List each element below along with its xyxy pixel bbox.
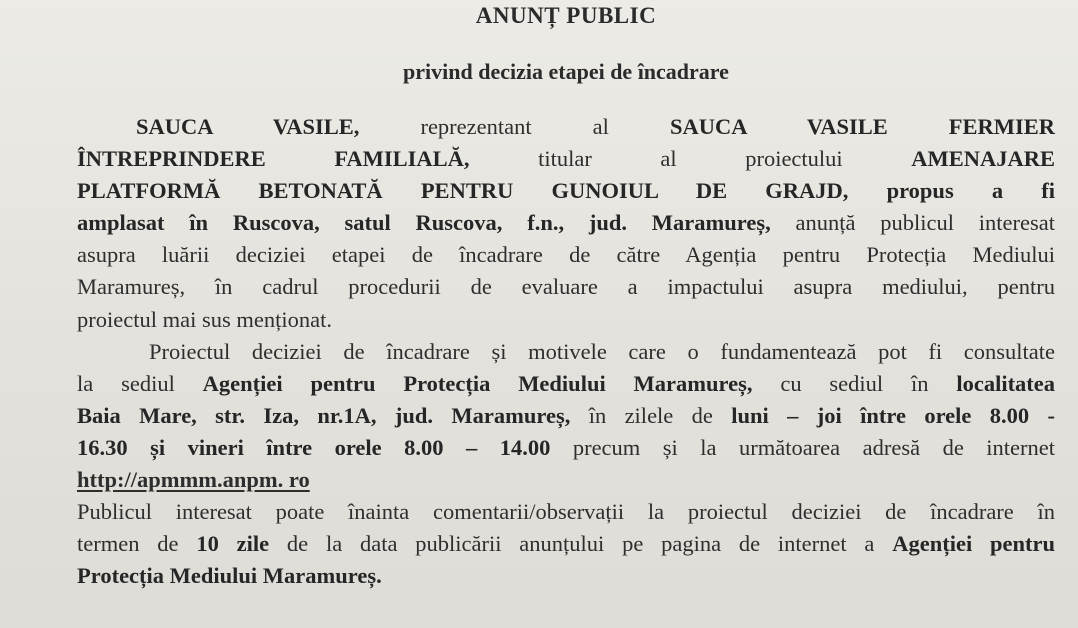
text-fragment: de la data publicării anunțului pe pagina de internet a <box>286 531 875 557</box>
schedule-part1: luni – joi între orele 8.00 - <box>731 402 1056 428</box>
locality-label: localitatea <box>956 370 1056 396</box>
paragraph-1-line-3 <box>77 175 1055 207</box>
agency-name-part2: Protecția Mediului Maramureș. <box>77 563 382 589</box>
paragraph-2-line-4 <box>77 432 1055 464</box>
paragraph-2-line-3 <box>77 400 1055 432</box>
text-fragment: precum și la următoarea adresă de internet <box>572 434 1056 460</box>
project-name-part2: PLATFORMĂ BETONATĂ PENTRU GUNOIUL DE GRAJD, propus a fi <box>77 178 1055 204</box>
company-name-part1: SAUCA VASILE FERMIER <box>669 114 1056 139</box>
paragraph-1-line-4 <box>77 207 1055 239</box>
paragraph-1-line-1 <box>77 111 1055 143</box>
document-body <box>77 111 1055 592</box>
paragraph-1-line-5: asupra luării deciziei etapei de încadrare de către Agenția pentru Protecția Mediului <box>77 242 1055 268</box>
text-fragment: cu sediul în <box>780 370 929 396</box>
paragraph-3-line-1: Publicul interesat poate înainta comentarii/observații la proiectul deciziei de încadrare în <box>77 499 1055 525</box>
document-title: ANUNȚ PUBLIC <box>475 3 657 28</box>
paragraph-1-line-7: proiectul mai sus menționat. <box>77 306 332 332</box>
text-fragment: anunță publicul interesat <box>795 210 1055 236</box>
project-location: amplasat în Ruscova, satul Ruscova, f.n., jud. Maramureș, <box>77 210 771 236</box>
deadline-days: 10 zile <box>196 531 270 557</box>
text-fragment: reprezentant al <box>420 114 609 139</box>
paragraph-1-line-2 <box>77 143 1055 175</box>
paragraph-2-line-5 <box>77 464 1055 496</box>
paragraph-3-line-2 <box>77 528 1055 560</box>
text-fragment: în zilele de <box>588 402 713 428</box>
paragraph-2-line-1: Proiectul deciziei de încadrare și motivele care o fundamentează pot fi consultate <box>149 338 1055 364</box>
agency-name: Agenției pentru Protecția Mediului Maramureș, <box>202 370 753 396</box>
paragraph-3-line-3 <box>77 560 1055 592</box>
text-fragment: termen de <box>77 531 179 557</box>
website-link[interactable]: http://apmmm.anpm. ro <box>77 467 310 493</box>
project-name-part1: AMENAJARE <box>911 146 1055 172</box>
text-fragment: la sediul <box>77 370 175 396</box>
company-name-part2: ÎNTREPRINDERE FAMILIALĂ, <box>77 146 470 172</box>
paragraph-2-line-2 <box>77 368 1055 400</box>
agency-address: Baia Mare, str. Iza, nr.1A, jud. Maramureș, <box>77 402 571 428</box>
document-subtitle: privind decizia etapei de încadrare <box>403 59 729 84</box>
text-fragment: titular al proiectului <box>538 146 843 172</box>
paragraph-1-line-6: Maramureș, în cadrul procedurii de evaluare a impactului asupra mediului, pentru <box>77 274 1055 300</box>
schedule-part2: 16.30 și vineri între orele 8.00 – 14.00 <box>77 434 551 460</box>
applicant-name: SAUCA VASILE, <box>136 114 360 139</box>
agency-name-part1: Agenției pentru <box>892 531 1056 557</box>
